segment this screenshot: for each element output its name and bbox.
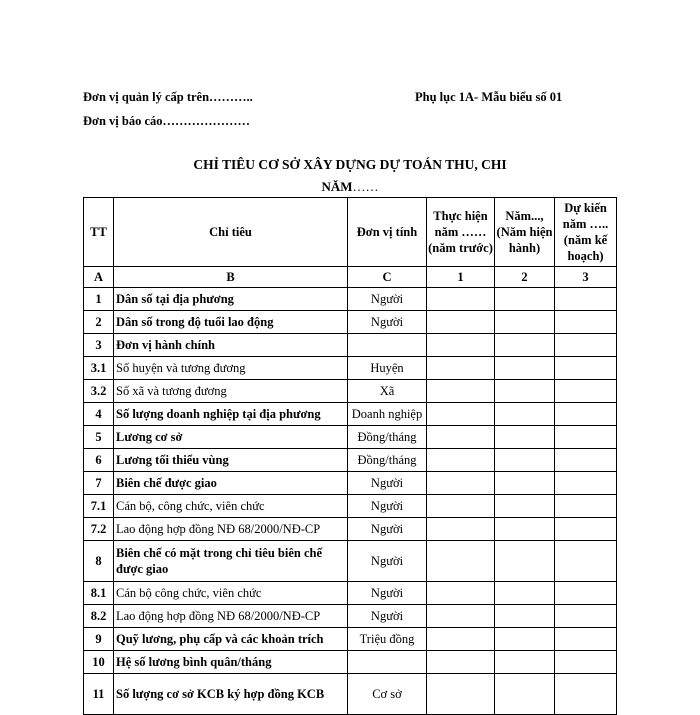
- row-value-plan-year: [555, 449, 617, 472]
- table-row: [84, 495, 617, 518]
- header-nam-hien-hanh: Năm..., (Năm hiện hành): [495, 198, 555, 267]
- row-number: 7.2: [84, 518, 114, 541]
- row-indicator-name: Cán bộ, công chức, viên chức: [114, 495, 348, 518]
- row-value-current-year: [495, 334, 555, 357]
- table-row: [84, 311, 617, 334]
- row-value-prior-year: [427, 403, 495, 426]
- row-indicator-name: Số lượng doanh nghiệp tại địa phương: [114, 403, 348, 426]
- row-number: 1: [84, 288, 114, 311]
- row-unit: Người: [348, 605, 427, 628]
- row-unit: [348, 651, 427, 674]
- row-indicator-name: Quỹ lương, phụ cấp và các khoản trích: [114, 628, 348, 651]
- row-number: 6: [84, 449, 114, 472]
- row-value-plan-year: [555, 541, 617, 582]
- table-header-row: [84, 198, 617, 267]
- row-value-plan-year: [555, 651, 617, 674]
- row-value-prior-year: [427, 582, 495, 605]
- column-letter: B: [114, 267, 348, 288]
- row-value-prior-year: [427, 518, 495, 541]
- row-indicator-name: Số huyện và tương đương: [114, 357, 348, 380]
- row-value-prior-year: [427, 357, 495, 380]
- row-number: 8: [84, 541, 114, 582]
- row-value-plan-year: [555, 518, 617, 541]
- row-indicator-name: Số lượng cơ sở KCB ký hợp đồng KCB: [114, 674, 348, 715]
- row-unit: Doanh nghiệp: [348, 403, 427, 426]
- row-unit: Huyện: [348, 357, 427, 380]
- row-value-current-year: [495, 605, 555, 628]
- column-letter: A: [84, 267, 114, 288]
- row-indicator-name: Biên chế được giao: [114, 472, 348, 495]
- row-value-current-year: [495, 288, 555, 311]
- row-number: 2: [84, 311, 114, 334]
- row-value-plan-year: [555, 495, 617, 518]
- row-number: 4: [84, 403, 114, 426]
- row-value-prior-year: [427, 495, 495, 518]
- table-row: [84, 628, 617, 651]
- budget-indicator-table: [83, 197, 617, 715]
- row-value-prior-year: [427, 605, 495, 628]
- row-unit: Người: [348, 288, 427, 311]
- header-don-vi-tinh: Đơn vị tính: [348, 198, 427, 267]
- row-value-prior-year: [427, 311, 495, 334]
- appendix-label: Phụ lục 1A- Mẫu biểu số 01: [415, 90, 563, 104]
- row-number: 3.2: [84, 380, 114, 403]
- row-value-current-year: [495, 674, 555, 715]
- row-value-prior-year: [427, 628, 495, 651]
- row-number: 5: [84, 426, 114, 449]
- row-value-prior-year: [427, 449, 495, 472]
- table-row: [84, 518, 617, 541]
- row-unit: [348, 334, 427, 357]
- row-value-plan-year: [555, 605, 617, 628]
- row-number: 8.2: [84, 605, 114, 628]
- row-indicator-name: Đơn vị hành chính: [114, 334, 348, 357]
- row-value-current-year: [495, 518, 555, 541]
- row-indicator-name: Dân số tại địa phương: [114, 288, 348, 311]
- table-row: [84, 605, 617, 628]
- document-title: CHỈ TIÊU CƠ SỞ XÂY DỰNG DỰ TOÁN THU, CHI: [193, 157, 507, 172]
- row-unit: Người: [348, 495, 427, 518]
- row-value-plan-year: [555, 380, 617, 403]
- row-unit: Người: [348, 518, 427, 541]
- row-value-plan-year: [555, 674, 617, 715]
- row-value-current-year: [495, 541, 555, 582]
- table-row: [84, 357, 617, 380]
- row-number: 10: [84, 651, 114, 674]
- row-value-current-year: [495, 311, 555, 334]
- reporting-unit-label: Đơn vị báo cáo…………………: [83, 114, 250, 128]
- row-value-prior-year: [427, 674, 495, 715]
- header-thuc-hien: Thực hiện năm …… (năm trước): [427, 198, 495, 267]
- table-row: [84, 403, 617, 426]
- row-value-current-year: [495, 426, 555, 449]
- row-value-current-year: [495, 449, 555, 472]
- parent-unit-label: Đơn vị quản lý cấp trên………..: [83, 90, 253, 104]
- row-value-current-year: [495, 403, 555, 426]
- row-indicator-name: Hệ số lương bình quân/tháng: [114, 651, 348, 674]
- row-number: 8.1: [84, 582, 114, 605]
- row-indicator-name: Lương tối thiểu vùng: [114, 449, 348, 472]
- column-letter: 1: [427, 267, 495, 288]
- row-number: 7: [84, 472, 114, 495]
- year-placeholder: ……: [352, 179, 379, 194]
- row-unit: Người: [348, 311, 427, 334]
- row-value-prior-year: [427, 426, 495, 449]
- row-value-current-year: [495, 651, 555, 674]
- row-unit: Đồng/tháng: [348, 426, 427, 449]
- row-unit: Xã: [348, 380, 427, 403]
- table-row: [84, 380, 617, 403]
- row-value-prior-year: [427, 541, 495, 582]
- column-letter-row: [84, 267, 617, 288]
- year-label: NĂM: [321, 179, 353, 194]
- row-value-prior-year: [427, 472, 495, 495]
- column-letter: C: [348, 267, 427, 288]
- row-value-current-year: [495, 380, 555, 403]
- row-value-prior-year: [427, 334, 495, 357]
- row-value-plan-year: [555, 357, 617, 380]
- row-value-prior-year: [427, 380, 495, 403]
- row-value-current-year: [495, 628, 555, 651]
- row-indicator-name: Lương cơ sở: [114, 426, 348, 449]
- row-number: 11: [84, 674, 114, 715]
- row-unit: Người: [348, 582, 427, 605]
- row-number: 3: [84, 334, 114, 357]
- table-row: [84, 541, 617, 582]
- row-indicator-name: Lao động hợp đồng NĐ 68/2000/NĐ-CP: [114, 605, 348, 628]
- row-value-prior-year: [427, 651, 495, 674]
- row-indicator-name: Cán bộ công chức, viên chức: [114, 582, 348, 605]
- row-unit: Triệu đồng: [348, 628, 427, 651]
- header-chi-tieu: Chỉ tiêu: [114, 198, 348, 267]
- table-row: [84, 674, 617, 715]
- row-value-plan-year: [555, 628, 617, 651]
- row-value-plan-year: [555, 472, 617, 495]
- document-year: [0, 179, 700, 195]
- row-number: 3.1: [84, 357, 114, 380]
- row-value-plan-year: [555, 311, 617, 334]
- row-unit: Cơ sở: [348, 674, 427, 715]
- row-value-plan-year: [555, 334, 617, 357]
- table-row: [84, 426, 617, 449]
- row-value-current-year: [495, 582, 555, 605]
- row-value-plan-year: [555, 582, 617, 605]
- row-value-plan-year: [555, 288, 617, 311]
- row-unit: Người: [348, 541, 427, 582]
- table-row: [84, 582, 617, 605]
- row-indicator-name: Lao động hợp đồng NĐ 68/2000/NĐ-CP: [114, 518, 348, 541]
- table-row: [84, 288, 617, 311]
- row-indicator-name: Số xã và tương đương: [114, 380, 348, 403]
- column-letter: 2: [495, 267, 555, 288]
- row-value-prior-year: [427, 288, 495, 311]
- row-value-plan-year: [555, 426, 617, 449]
- row-unit: Đồng/tháng: [348, 449, 427, 472]
- row-value-current-year: [495, 357, 555, 380]
- row-number: 7.1: [84, 495, 114, 518]
- row-indicator-name: Biên chế có mặt trong chỉ tiêu biên chế được giao: [114, 541, 348, 582]
- column-letter: 3: [555, 267, 617, 288]
- header-du-kien: Dự kiến năm ….. (năm kế hoạch): [555, 198, 617, 267]
- table-row: [84, 472, 617, 495]
- table-row: [84, 449, 617, 472]
- row-indicator-name: Dân số trong độ tuổi lao động: [114, 311, 348, 334]
- table-row: [84, 651, 617, 674]
- row-value-current-year: [495, 495, 555, 518]
- row-value-current-year: [495, 472, 555, 495]
- table-row: [84, 334, 617, 357]
- row-value-plan-year: [555, 403, 617, 426]
- row-unit: Người: [348, 472, 427, 495]
- row-number: 9: [84, 628, 114, 651]
- header-tt: TT: [84, 198, 114, 267]
